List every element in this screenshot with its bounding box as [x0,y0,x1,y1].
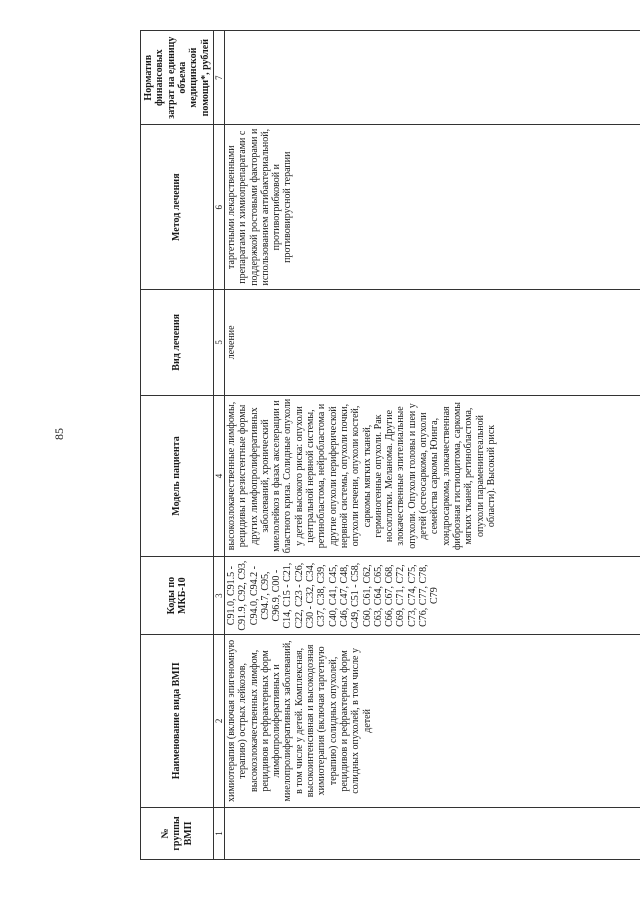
cell-patient-model: высокозлокачественные лимфомы, рецидивы и резистентные формы других лимфопролиферативных заболеваний, хронический миелолейкоз в фазах акселерации и бластного криза. Солидные опухоли у детей высокого риска: опухоли центральной нервной системы, ретинобластома, нейробластома и другие опухоли периферической нервной системы, опухоли почки, опухоли печени, опухоли костей, саркомы мягких тканей, герминогенные опухоли. Рак носоглотки. Меланома. Другие злокачественные эпителиальные опухоли. Опухоли головы и шеи у детей (остеосаркома, опухоли семейства саркомы Юинга, хондросаркома, злокачественная фиброзная гистиоцитома, саркомы мягких тканей, ретинобластома, опухоли параменингеальной области). Высокий риск [225,395,640,557]
header-group: № группы ВМП [141,807,214,859]
header-vmp-name: Наименование вида ВМП [141,634,214,807]
cell-codes: C91.0, C91.5 - C91.9, C92, C93, C94.0, C94.2 - C94.7, C95, C96.9, C00 - C14, C15 - C21, C22, C23 - C26, C30 - C32, C34, C37, C38, C39, C40, C41, C45, C46, C47, C48, C49, C51 - C58, C60, C61, C62, C63, C64, C65, C66, C67, C68, C69, C71, C72, C73, C74, C75, C76, C77, C78, C79 [225,557,640,634]
table-row [225,31,640,860]
column-number: 6 [214,125,225,290]
cell-treatment-type: лечение [225,290,640,396]
header-treatment-type: Вид лечения [141,290,214,396]
header-codes: Коды по МКБ-10 [141,557,214,634]
column-number: 3 [214,557,225,634]
column-number: 2 [214,634,225,807]
column-number: 7 [214,31,225,125]
page-number: 85 [52,428,66,440]
rotated-table-container [140,30,640,860]
cell-treatment-method: таргетными лекарственными препаратами и химиопрепаратами с поддержкой ростовыми факторами и использованием антибактериальной, противогрибковой и противовирусной терапии [225,125,640,290]
cell-group [225,807,640,859]
cell-vmp-name: химиотерапия (включая эпигеномную терапию) острых лейкозов, высокозлокачественных лимфом, рецидивов и рефрактерных форм лимфопролиферативных и миелопролиферативных заболеваний, в том числе у детей. Комплексная, высокоинтенсивная и высокодозная химиотерапия (включая таргетную терапию) солидных опухолей, рецидивов и рефрактерных форм солидных опухолей, в том числе у детей [225,634,640,807]
header-cost: Норматив финансовых затрат на единицу объема медицинской помощи*, рублей [141,31,214,125]
column-number-row [214,31,225,860]
header-treatment-method: Метод лечения [141,125,214,290]
cell-cost [225,31,640,125]
column-number: 5 [214,290,225,396]
column-number: 4 [214,395,225,557]
vmp-table [140,30,640,860]
column-number: 1 [214,807,225,859]
header-patient-model: Модель пациента [141,395,214,557]
header-row [141,31,214,860]
